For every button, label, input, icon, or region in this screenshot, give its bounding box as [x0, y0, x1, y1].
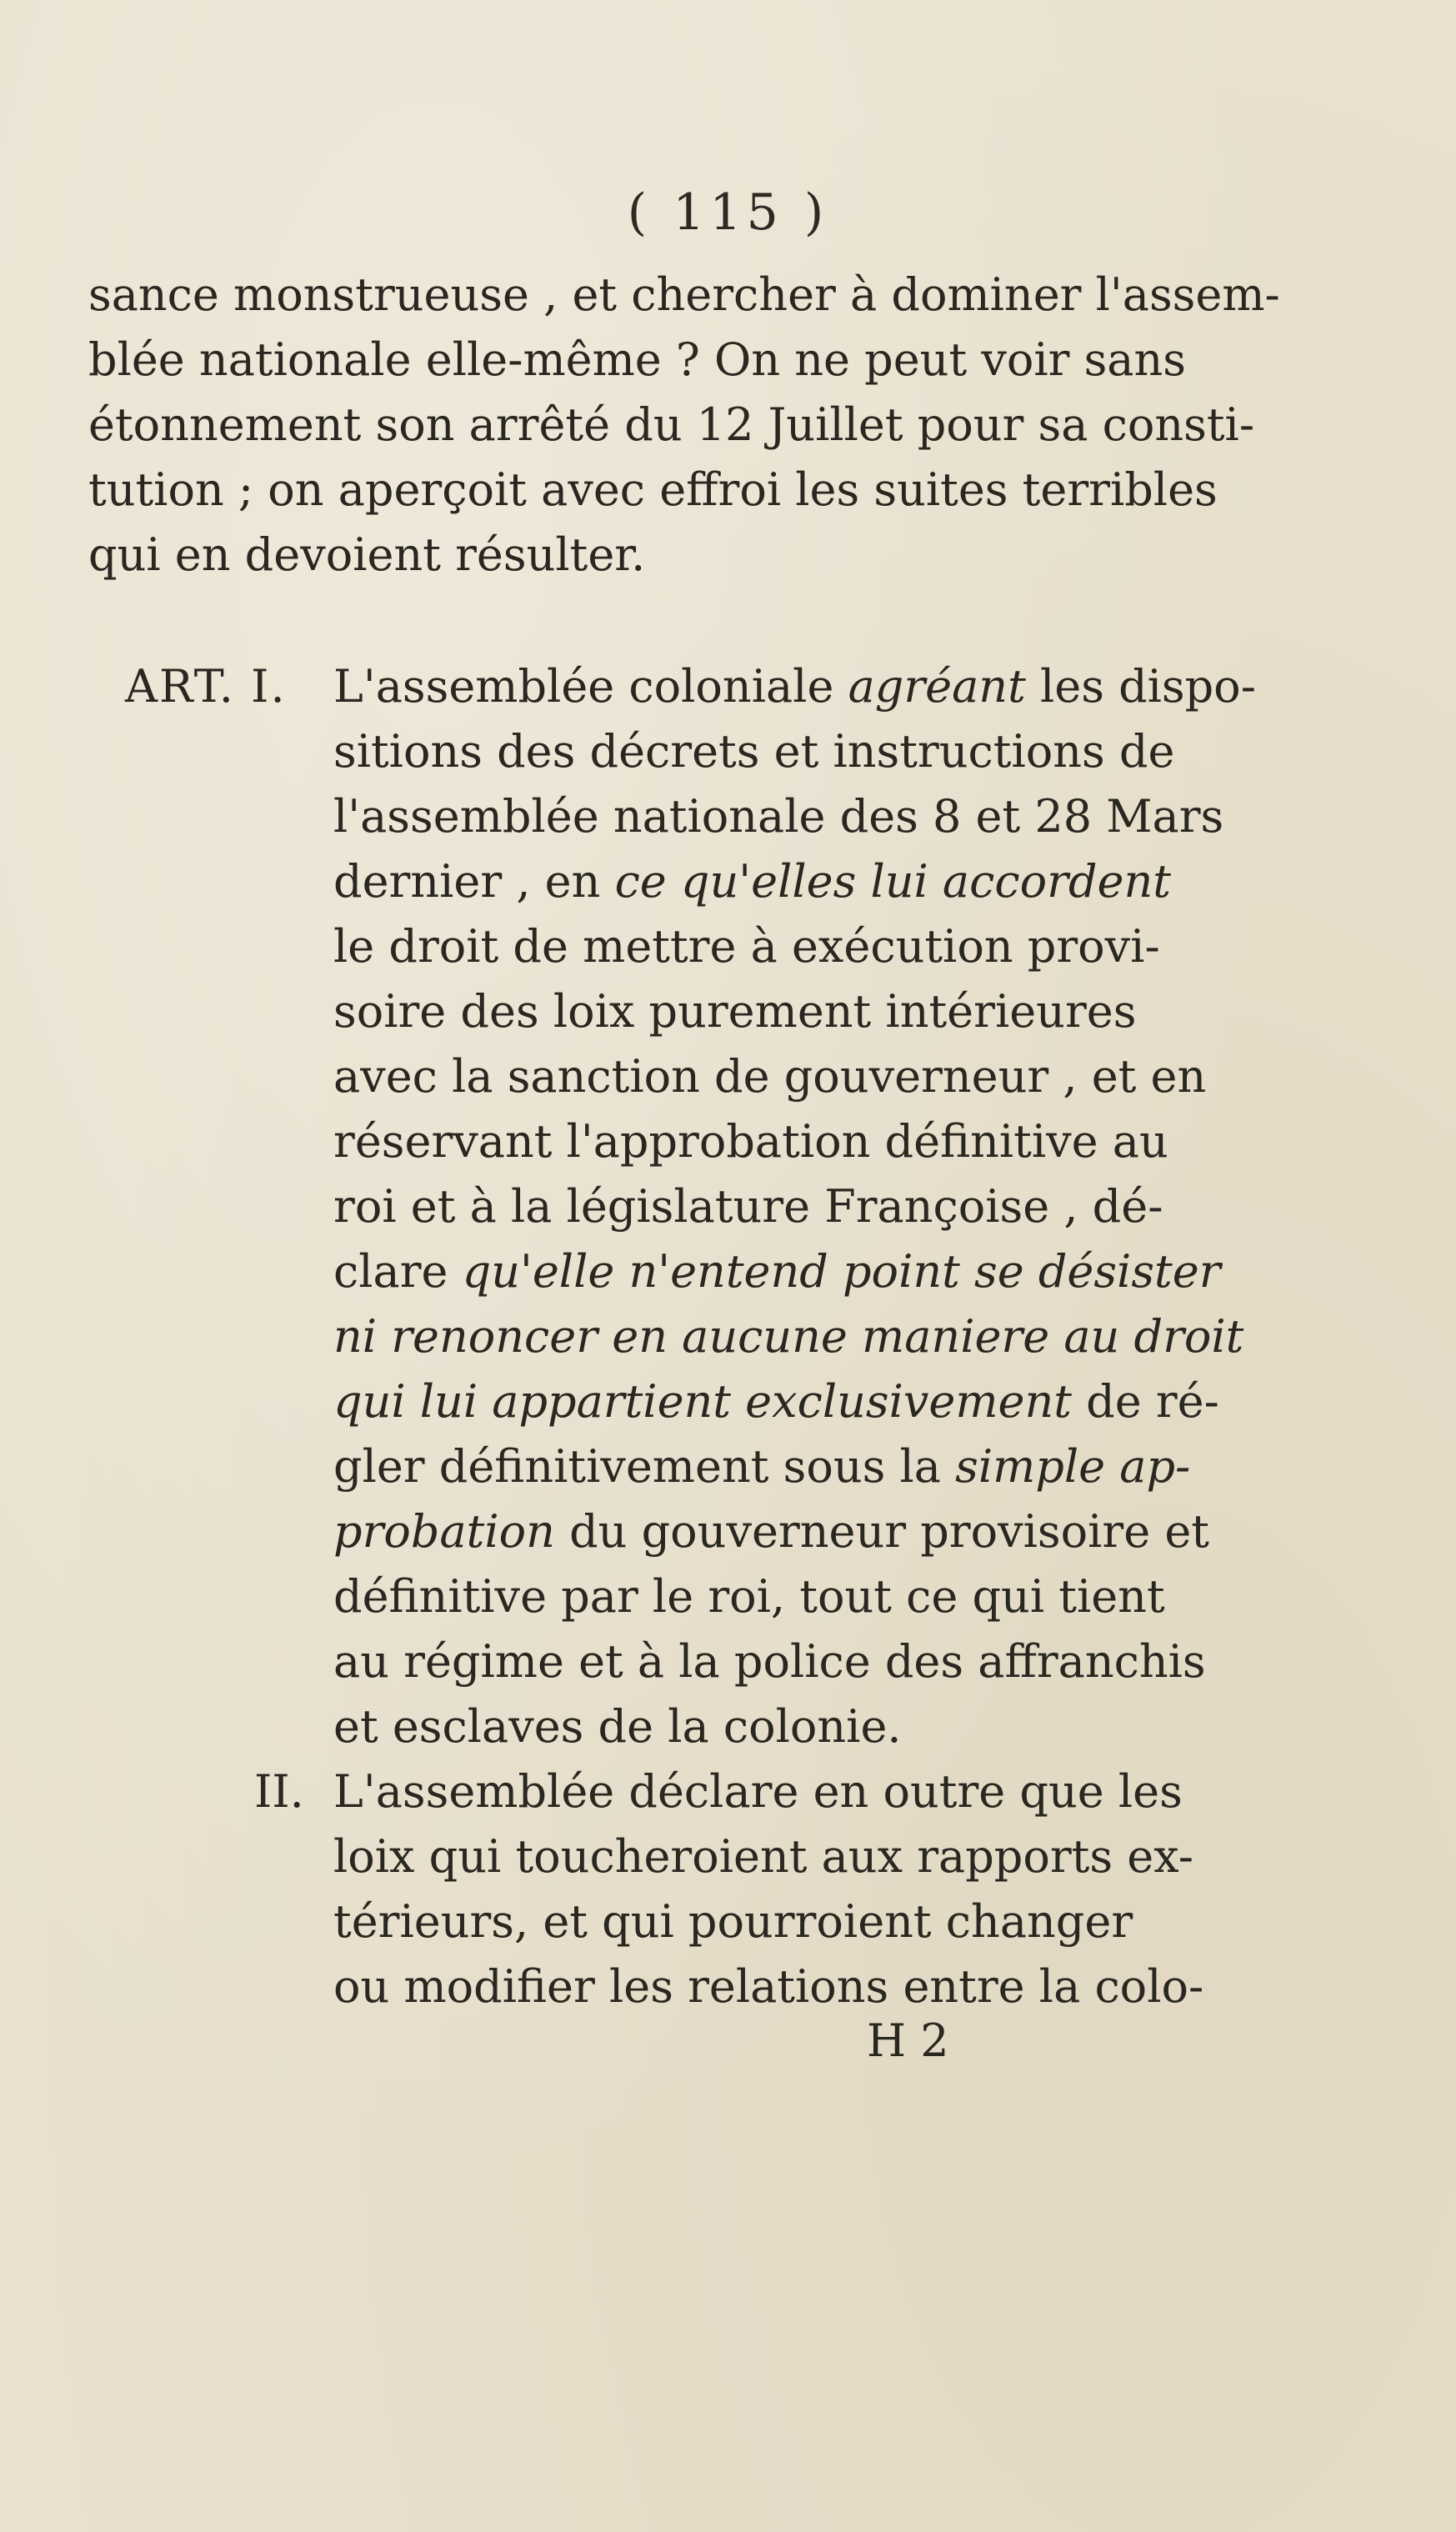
text-run: avec la sanction de gouverneur , et en	[333, 1050, 1207, 1103]
text-line: térieurs, et qui pourroient changer	[333, 1895, 1133, 1948]
signature-mark: H 2	[867, 2014, 949, 2067]
italic-run: probation	[333, 1505, 555, 1558]
text-line	[333, 1239, 1221, 1304]
text-line: blée nationale elle-même ? On ne peut voir sans	[88, 333, 1186, 386]
text-line	[333, 849, 1171, 914]
text-line	[333, 1629, 1206, 1694]
text-run: soire des loix purement intérieures	[333, 985, 1137, 1038]
text-line: loix qui toucheroient aux rapports ex-	[333, 1830, 1193, 1883]
text-line	[333, 1044, 1206, 1109]
text-line	[333, 784, 1223, 849]
text-line	[333, 1174, 1163, 1239]
text-run: le droit de mettre à exécution provi-	[333, 920, 1160, 973]
text-line	[333, 914, 1160, 979]
text-run: du gouverneur provisoire et	[554, 1505, 1209, 1558]
text-line	[333, 1434, 1190, 1499]
text-line: sance monstrueuse , et chercher à dominer l'assem-	[88, 268, 1280, 321]
page-number: ( 115 )	[627, 183, 829, 242]
text-line	[333, 979, 1136, 1044]
text-line: étonnement son arrêté du 12 Juillet pour sa consti-	[88, 398, 1255, 451]
text-line	[333, 1109, 1168, 1174]
text-line	[333, 719, 1174, 784]
text-run: au régime et à la police des affranchis	[333, 1635, 1206, 1688]
text-run: gler définitivement sous la	[333, 1440, 956, 1493]
text-run: et esclaves de la colonie.	[333, 1700, 902, 1753]
text-run: clare	[333, 1245, 463, 1298]
text-line	[333, 1369, 1219, 1434]
italic-run: ce qu'elles lui accordent	[614, 855, 1171, 908]
text-line	[333, 1564, 1165, 1629]
text-run: l'assemblée nationale des 8 et 28 Mars	[333, 790, 1224, 843]
text-line: qui en devoient résulter.	[88, 528, 646, 581]
italic-run: qui lui appartient exclusivement	[333, 1375, 1072, 1428]
text-run: définitive par le roi, tout ce qui tient	[333, 1570, 1165, 1623]
text-line	[333, 1499, 1209, 1564]
text-run: de ré-	[1071, 1375, 1219, 1428]
text-run: les dispo-	[1025, 660, 1256, 713]
text-line	[333, 654, 1256, 719]
text-line: ou modifier les relations entre la colo-	[333, 1960, 1204, 2013]
italic-run: agréant	[848, 660, 1026, 713]
article-label: II.	[254, 1765, 304, 1818]
text-run: dernier , en	[333, 855, 615, 908]
text-line	[333, 1304, 1243, 1369]
text-run: L'assemblée coloniale	[333, 660, 848, 713]
italic-run: simple ap-	[955, 1440, 1191, 1493]
text-run: réservant l'approbation définitive au	[333, 1115, 1168, 1168]
text-run: sitions des décrets et instructions de	[333, 725, 1175, 778]
article-label: ART. I.	[125, 660, 287, 713]
italic-run: ni renoncer en aucune maniere au droit	[333, 1310, 1244, 1363]
italic-run: qu'elle n'entend point se désister	[462, 1245, 1221, 1298]
text-run: roi et à la législature Françoise , dé-	[333, 1180, 1163, 1233]
text-line: tution ; on aperçoit avec effroi les suites terribles	[88, 463, 1218, 516]
text-line: L'assemblée déclare en outre que les	[333, 1765, 1183, 1818]
text-line	[333, 1694, 902, 1759]
